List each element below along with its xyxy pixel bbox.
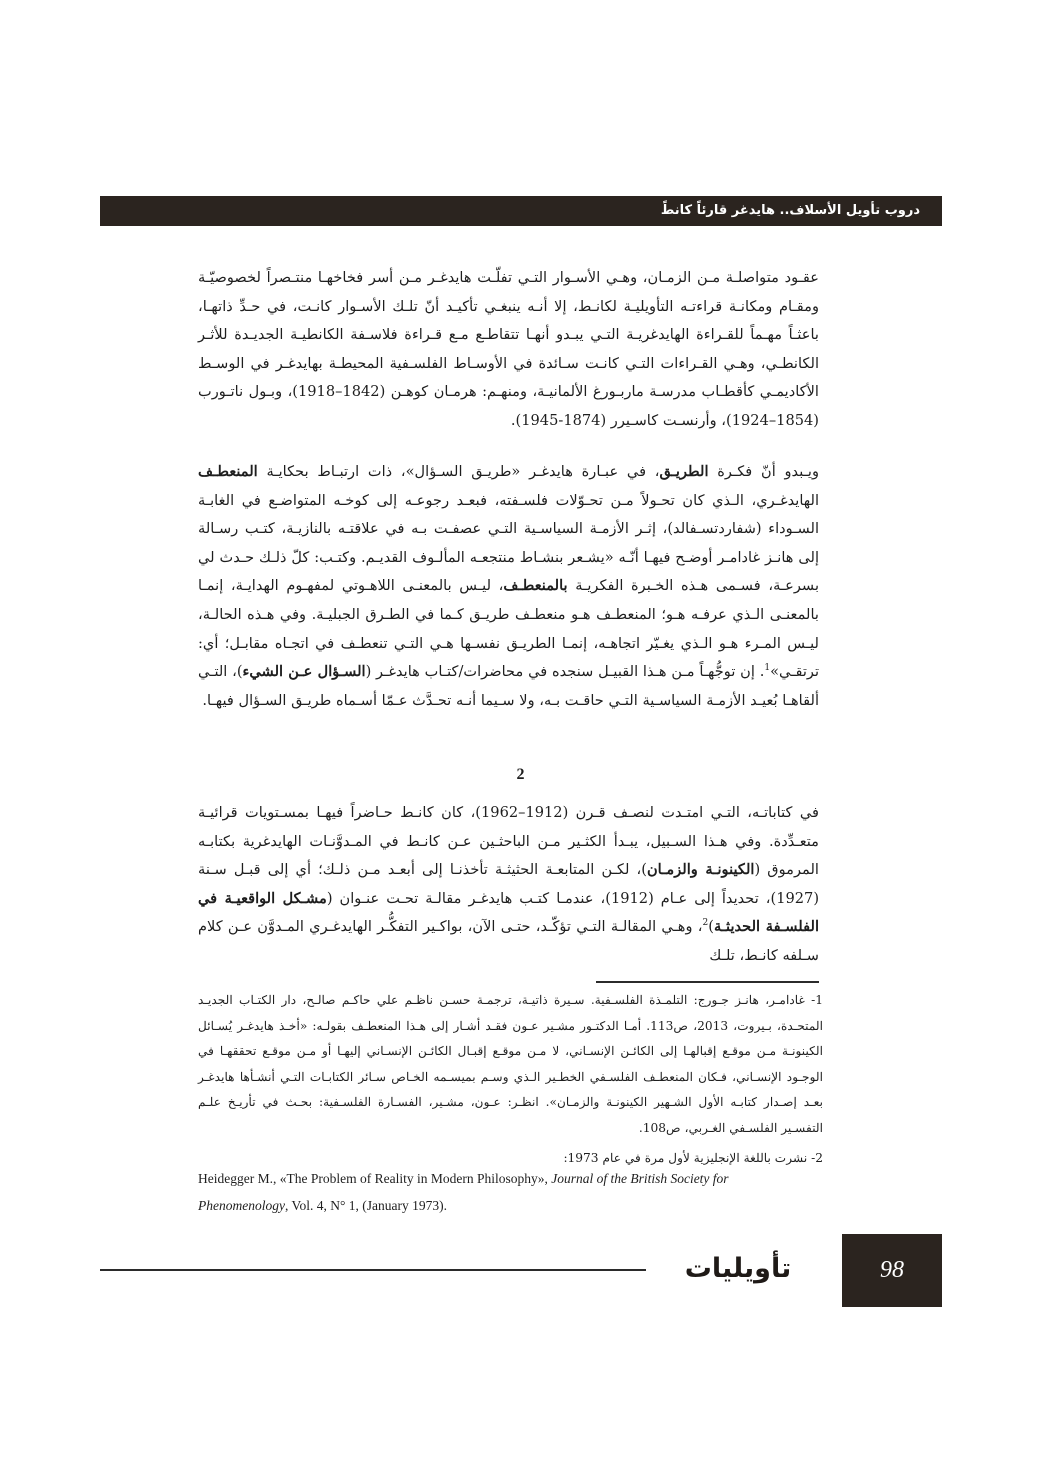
footer-divider bbox=[100, 1269, 646, 1271]
p2-text-4: . إن توجُّهـاً مـن هـذا القبيـل سنجده في محاضرات/كتـاب هايدغـر ( bbox=[365, 663, 765, 681]
paragraph-1: عقـود متواصلـة مـن الزمـان، وهـي الأسـوار التـي تفلّـت هايدغـر مـن أسر فخاخهـا منتـصراً لخصوصيّـة ومقـام ومكانـة قراءتـه التأويليـة لكانـط، إلا أنـه ينبغـي تأكيـد أنّ تلـك الأسـوار كانـت، في حـدِّ ذاتهـا، باعثـاً مهـماً للقـراءة الهايدغريـة التـي يبـدو أنهـا تتقاطـع مـع قـراءة فلاسـفة الكانطيـة الجديـدة للأثـر الكانطـي، وهـي القـراءات التـي كانـت سـائدة في الأوسـاط الفلسـفية المحيطـة بهايدغـر في الوسـط الأكاديمـي كأقطـاب مدرسـة ماربـورغ الألمانيـة، ومنهـم: هرمـان كوهـن (1842–1918)، وبـول ناتـورب (1854–1924)، وأرنسـت كاسـيرر (1874-1945). bbox=[198, 269, 819, 429]
p2-bold-term-path: الطريـق bbox=[659, 463, 709, 480]
journal-logo-text: تأويليات bbox=[684, 1253, 792, 1284]
running-header bbox=[100, 196, 942, 226]
p2-bold-term-turn-2: بالمنعطـف bbox=[503, 577, 568, 595]
citation-text: Heidegger M., «The Problem of Reality in Modern Philosophy», bbox=[198, 1171, 552, 1186]
citation-details: , Vol. 4, N° 1, (January 1973). bbox=[284, 1198, 447, 1213]
journal-logo bbox=[663, 1249, 813, 1289]
p3-text-1: )، لكـن المتابعـة الحثيثـة تأخذنـا إلى أبعـد مـن ذلـك؛ أي إلى قبـل سـنة (1927)، تحديداً إلى عـام (1912)، عندمـا كتـب هايدغـر مقالـة تحـت عنـوان ( bbox=[198, 861, 820, 907]
footnote-ref-1[interactable]: 1 bbox=[764, 663, 771, 674]
p3-text-2: ) bbox=[708, 918, 714, 936]
citation-journal: Journal of the British Society for Phenomenology bbox=[198, 1171, 729, 1213]
paragraph-2 bbox=[198, 458, 819, 715]
footnote-2: 2- نشرت باللغة الإنجليزية لأول مرة في عام 1973: bbox=[563, 1150, 823, 1165]
p2-bold-book-title: السـؤال عـن الشيء bbox=[242, 663, 366, 681]
p3-intro: في كتاباتـه، التـي امتـدت لنصـف قـرن (1912–1962)، كان كانـط حـاضراً فيهـا بمسـتويات قرائيـة متعـدِّدة. وفي هـذا السـبيل، يبـدأ الكثـير مـن الباحثـين عـن كانـط في المـدوَّنـات الهايدغرية بكتابـه المرموق ( bbox=[198, 804, 819, 879]
p2-text-1: ، في عبـارة هايدغـر «طريـق السـؤال»، ذات ارتبـاط بحكايـة bbox=[266, 463, 660, 480]
footnote-ref-2[interactable]: 2 bbox=[702, 918, 709, 929]
page-number: 98 bbox=[880, 1257, 904, 1283]
paragraph-3 bbox=[198, 799, 819, 971]
footnote-divider bbox=[596, 981, 819, 983]
header-title: دروب تأويل الأسلاف.. هايدغر قارئاً كانطً bbox=[660, 203, 920, 218]
p2-text-3: ، ليـس بالمعنـى اللاهـوتي لمفهـوم الهدايـة، إنمـا بالمعنـى الـذي عرفـه هـو؛ المنعطـف هـو منعطـف طريـق كـما في الطـرق الجبليـة. وفي هـذه الحالـة، ليـس المـرء هـو الـذي يغـيّر اتجاهـه، إنمـا الطريـق نفسـها هـي التـي تنعطـف في اتجـاه مقابـل؛ أي: ترتقـي» bbox=[198, 577, 820, 681]
p3-bold-article-title: مشـكل الواقعيـة في الفلسـفة الحديثـة bbox=[198, 889, 819, 936]
p2-text-2: الهايدغـري، الـذي كان تحـولاً مـن تحـوّلات فلسـفته، فبعـد رجوعـه إلى كوخـه المتواضـع في الغابـة السـوداء (شفاردتسـفالد)، إثـر الأزمـة السياسـية التـي عصفـت بـه في علاقتـه بالنازيـة، كتـب رسـالة إلى هانـز غادامـر أوضـح فيهـا أنّـه «يشـعر بنشـاط منتجعـه المألـوف القديـم. وكتـب: كلّ ذلـك حـدث لي بسرعـة، فسـمى هـذه الخـبرة الفكريـة bbox=[198, 491, 820, 595]
p3-bold-book-title: الكينونـة والزمـان bbox=[646, 861, 755, 879]
footnote-1: 1- غادامـر، هانـز جـورج: التلمـذة الفلسـفية. سـيرة ذاتيـة، ترجمـة حسـن ناظـم علي حاكـم صالـح، دار الكتـاب الجديـد المتحـدة، بـيروت، 2013، ص113. أمـا الدكتـور مشـير عـون فقـد أشـار إلى هـذا المنعطـف بقولـه: «أخـذ هايدغـر يُسـائل الكينونـة مـن موقـع إقبالهـا إلى الكائـن الإنسـاني، لا مـن موقـع إقبـال الكائـن الإنسـاني إليهـا أو مـن موقـع تحققهـا في الوجـود الإنسـاني، فـكان المنعطـف الفلسـفي الخطـير الـذي وسـم بميسـمه الخـاص سـائر الكتابـات التـي أنشـأها هايدغـر بعـد إصـدار كتابـه الأول الشـهير الكينونـة والزمـان». انظـر: عـون، مشـير، الفسـارة الفلسـفية: بحـث في تأريـخ علـم التفسـير الفلسـفي الغـربي، ص108. bbox=[198, 993, 824, 1135]
p2-end: )، التـي ألقاهـا بُعيـد الأزمـة السياسـية التـي حاقـت بـه، ولا سـيما أنـه تحـدَّث عـمّا أسـماه طريـق السـؤال فيهـا. bbox=[198, 663, 819, 709]
section-number: 2 bbox=[516, 766, 525, 783]
p3-end: ، وهـي المقالـة التـي تؤكّـد، حتـى الآن، بواكـير التفكُّـر الهايدغـري المـدوَّن عـن كلام سـلفه كانـط، تلـك bbox=[198, 918, 819, 964]
p2-bold-term-turn: المنعطـف bbox=[198, 463, 258, 480]
p2-intro: ويـبدو أنّ فكـرة bbox=[717, 463, 820, 480]
footnotes bbox=[198, 988, 823, 1171]
footnote-2-citation bbox=[198, 1165, 819, 1219]
